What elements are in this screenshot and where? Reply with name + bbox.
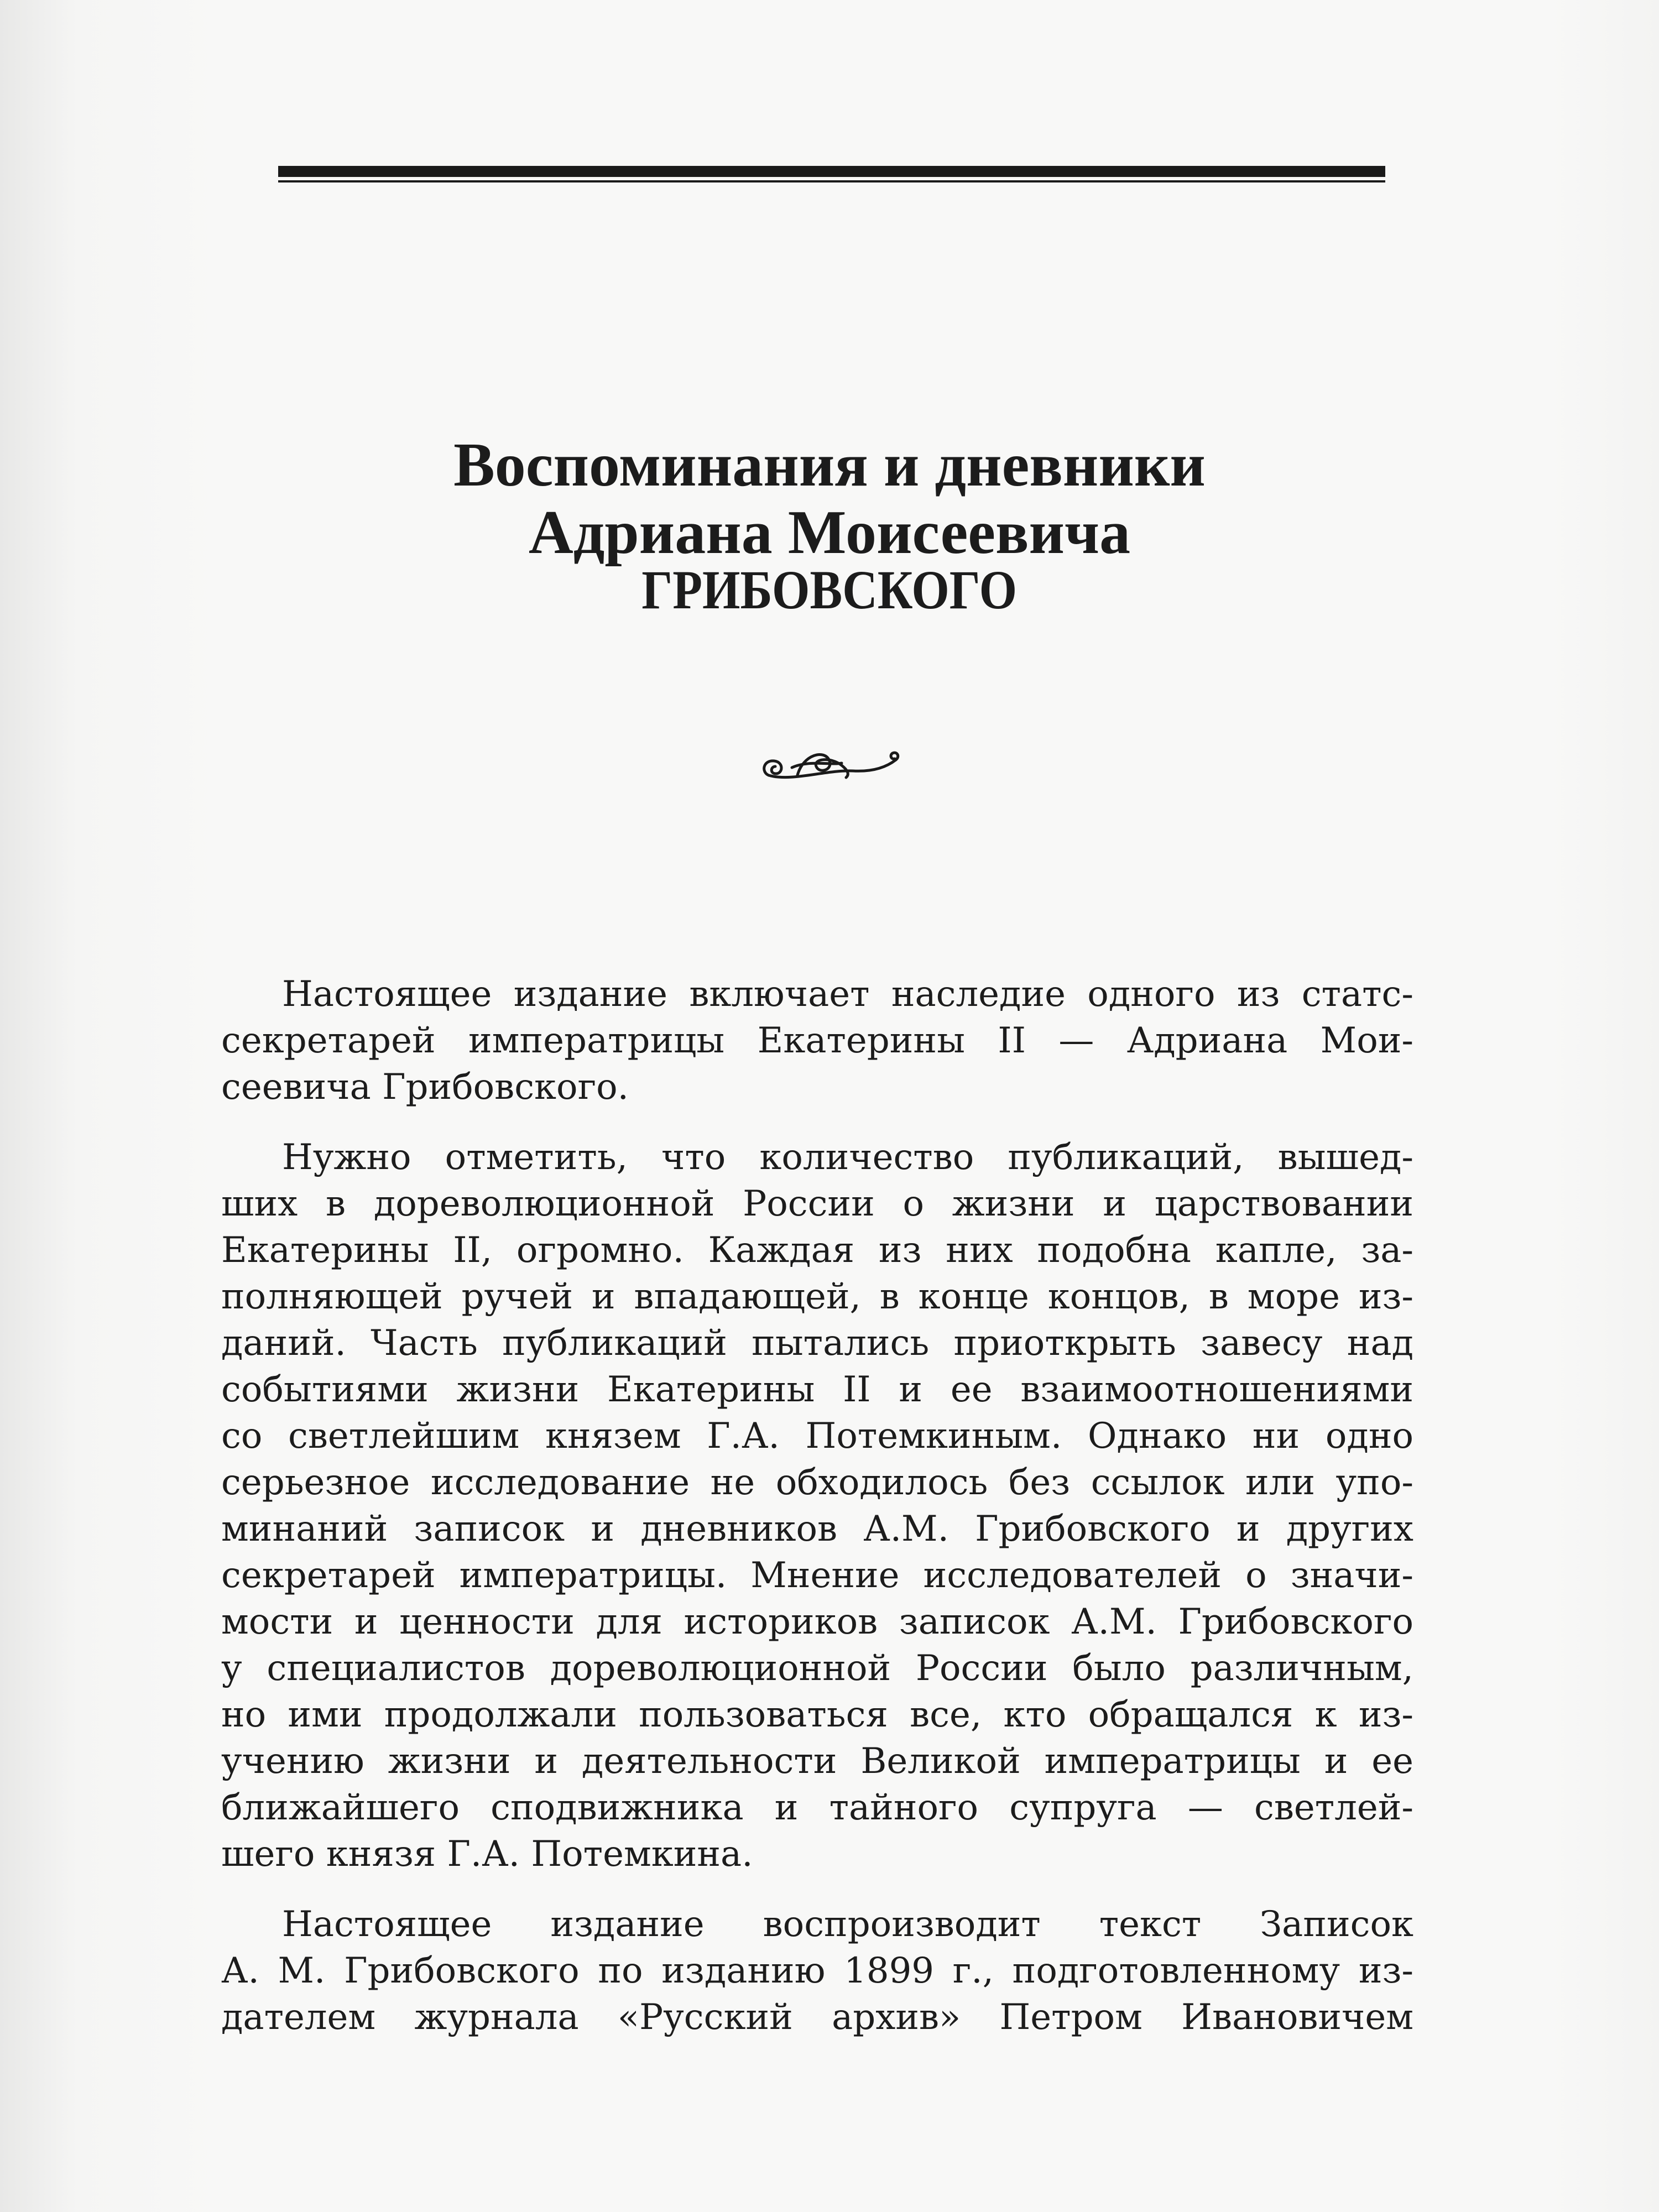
- title-surname: ГРИБОВСКОГО: [641, 559, 1018, 620]
- body-text: [221, 971, 1413, 2041]
- text-line: Настоящее издание включает наследие одного из статс-: [282, 974, 1413, 1015]
- text-line: секретарей императрицы. Мнение исследователей о значи-: [221, 1555, 1413, 1596]
- text-line: А. М. Грибовского по изданию 1899 г., подготовленному из-: [221, 1950, 1413, 1991]
- text-line: шего князя Г.А. Потемкина.: [221, 1834, 753, 1875]
- title-text: Воспоминания и дневники: [453, 431, 1206, 499]
- text-line: сеевича Грибовского.: [221, 1067, 629, 1108]
- title-text: Адриана Моисеевича: [528, 498, 1131, 567]
- text-line: но ими продолжали пользоваться все, кто обращался к из-: [221, 1694, 1413, 1735]
- paragraph: [221, 971, 1413, 1110]
- text-line: Нужно отметить, что количество публикаций, вышед-: [282, 1137, 1413, 1178]
- text-line: серьезное исследование не обходилось без ссылок или упо-: [221, 1462, 1413, 1503]
- title-line: [0, 554, 1659, 626]
- text-line: у специалистов дореволюционной России было различным,: [221, 1648, 1413, 1689]
- text-line: даний. Часть публикаций пытались приоткрыть завесу над: [221, 1323, 1413, 1364]
- text-line: ших в дореволюционной России о жизни и царствовании: [221, 1183, 1413, 1224]
- text-line: дателем журнала «Русский архив» Петром Ивановичем: [221, 1997, 1413, 2038]
- paragraph: [221, 1901, 1413, 2041]
- text-line: ближайшего сподвижника и тайного супруга — светлей-: [221, 1787, 1413, 1828]
- header-rule-thick: [278, 166, 1385, 177]
- text-line: учению жизни и деятельности Великой императрицы и ее: [221, 1741, 1413, 1782]
- header-rule-thin: [278, 180, 1385, 182]
- flourish-icon: [759, 743, 902, 793]
- text-line: Екатерины II, огромно. Каждая из них подобна капле, за-: [221, 1230, 1413, 1271]
- text-line: мости и ценности для историков записок А.М. Грибовского: [221, 1601, 1413, 1642]
- text-line: Настоящее издание воспроизводит текст Записок: [282, 1904, 1413, 1945]
- text-line: событиями жизни Екатерины II и ее взаимоотношениями: [221, 1369, 1413, 1410]
- text-line: со светлейшим князем Г.А. Потемкиным. Однако ни одно: [221, 1416, 1413, 1457]
- title-line: [0, 429, 1659, 501]
- text-line: минаний записок и дневников А.М. Грибовского и других: [221, 1509, 1413, 1550]
- text-line: полняющей ручей и впадающей, в конце концов, в море из-: [221, 1276, 1413, 1317]
- paragraph: [221, 1134, 1413, 1877]
- text-line: секретарей императрицы Екатерины II — Адриана Мои-: [221, 1020, 1413, 1061]
